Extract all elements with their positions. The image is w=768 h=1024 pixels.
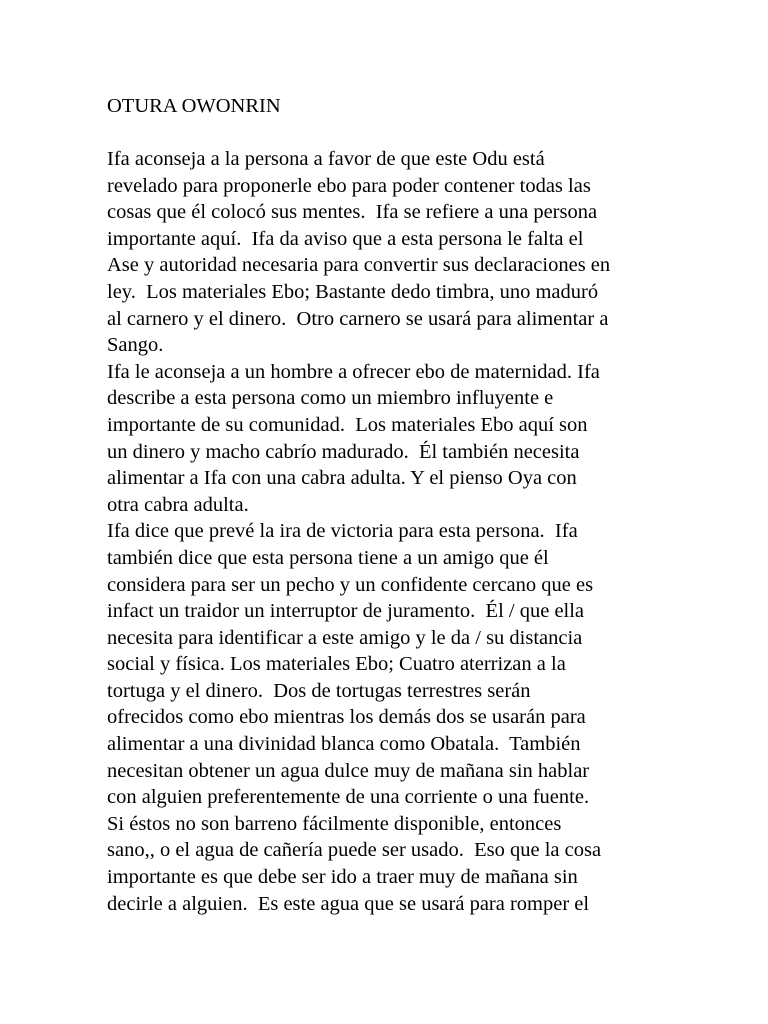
text-line: importante aquí. Ifa da aviso que a esta persona le falta el: [107, 227, 584, 250]
text-line: ley. Los materiales Ebo; Bastante dedo timbra, uno maduró: [107, 280, 599, 303]
text-line: infact un traidor un interruptor de juramento. Él / que ella: [107, 600, 585, 623]
text-line: tortuga y el dinero. Dos de tortugas terrestres serán: [107, 679, 531, 702]
text-line: también dice que esta persona tiene a un amigo que él: [107, 546, 549, 569]
text-line: alimentar a una divinidad blanca como Obatala. También: [107, 733, 581, 756]
text-line: revelado para proponerle ebo para poder contener todas las: [107, 174, 591, 197]
text-line: importante es que debe ser ido a traer muy de mañana sin: [107, 866, 578, 889]
text-line: Ifa aconseja a la persona a favor de que este Odu está: [107, 148, 545, 170]
text-line: cosas que él colocó sus mentes. Ifa se refiere a una persona: [107, 201, 598, 224]
text-line: al carnero y el dinero. Otro carnero se usará para alimentar a: [107, 307, 609, 330]
text-line: considera para ser un pecho y un confidente cercano que es: [107, 573, 594, 596]
text-line: ofrecidos como ebo mientras los demás dos se usarán para: [107, 706, 586, 729]
text-line: con alguien preferentemente de una corriente o una fuente.: [107, 786, 590, 809]
text-line: otra cabra adulta.: [107, 493, 249, 516]
text-line: Ase y autoridad necesaria para convertir sus declaraciones en: [107, 254, 611, 277]
document-title: OTURA OWONRIN: [107, 95, 281, 117]
text-line: decirle a alguien. Es este agua que se usará para romper el: [107, 892, 590, 915]
text-line: describe a esta persona como un miembro influyente e: [107, 387, 554, 410]
text-line: necesita para identificar a este amigo y le da / su distancia: [107, 626, 583, 649]
text-line: importante de su comunidad. Los materiales Ebo aquí son: [107, 413, 588, 436]
text-line: sano,, o el agua de cañería puede ser usado. Eso que la cosa: [107, 839, 602, 862]
text-line: un dinero y macho cabrío madurado. Él también necesita: [107, 440, 580, 463]
text-line: Ifa dice que prevé la ira de victoria para esta persona. Ifa: [107, 520, 578, 543]
text-line: alimentar a Ifa con una cabra adulta. Y el pienso Oya con: [107, 467, 577, 490]
document-body: [107, 146, 707, 917]
text-line: Sango.: [107, 334, 164, 357]
text-line: necesitan obtener un agua dulce muy de mañana sin hablar: [107, 759, 590, 782]
text-line: Si éstos no son barreno fácilmente disponible, entonces: [107, 812, 562, 835]
text-line: social y física. Los materiales Ebo; Cuatro aterrizan a la: [107, 653, 566, 676]
text-line: Ifa le aconseja a un hombre a ofrecer ebo de maternidad. Ifa: [107, 360, 600, 383]
